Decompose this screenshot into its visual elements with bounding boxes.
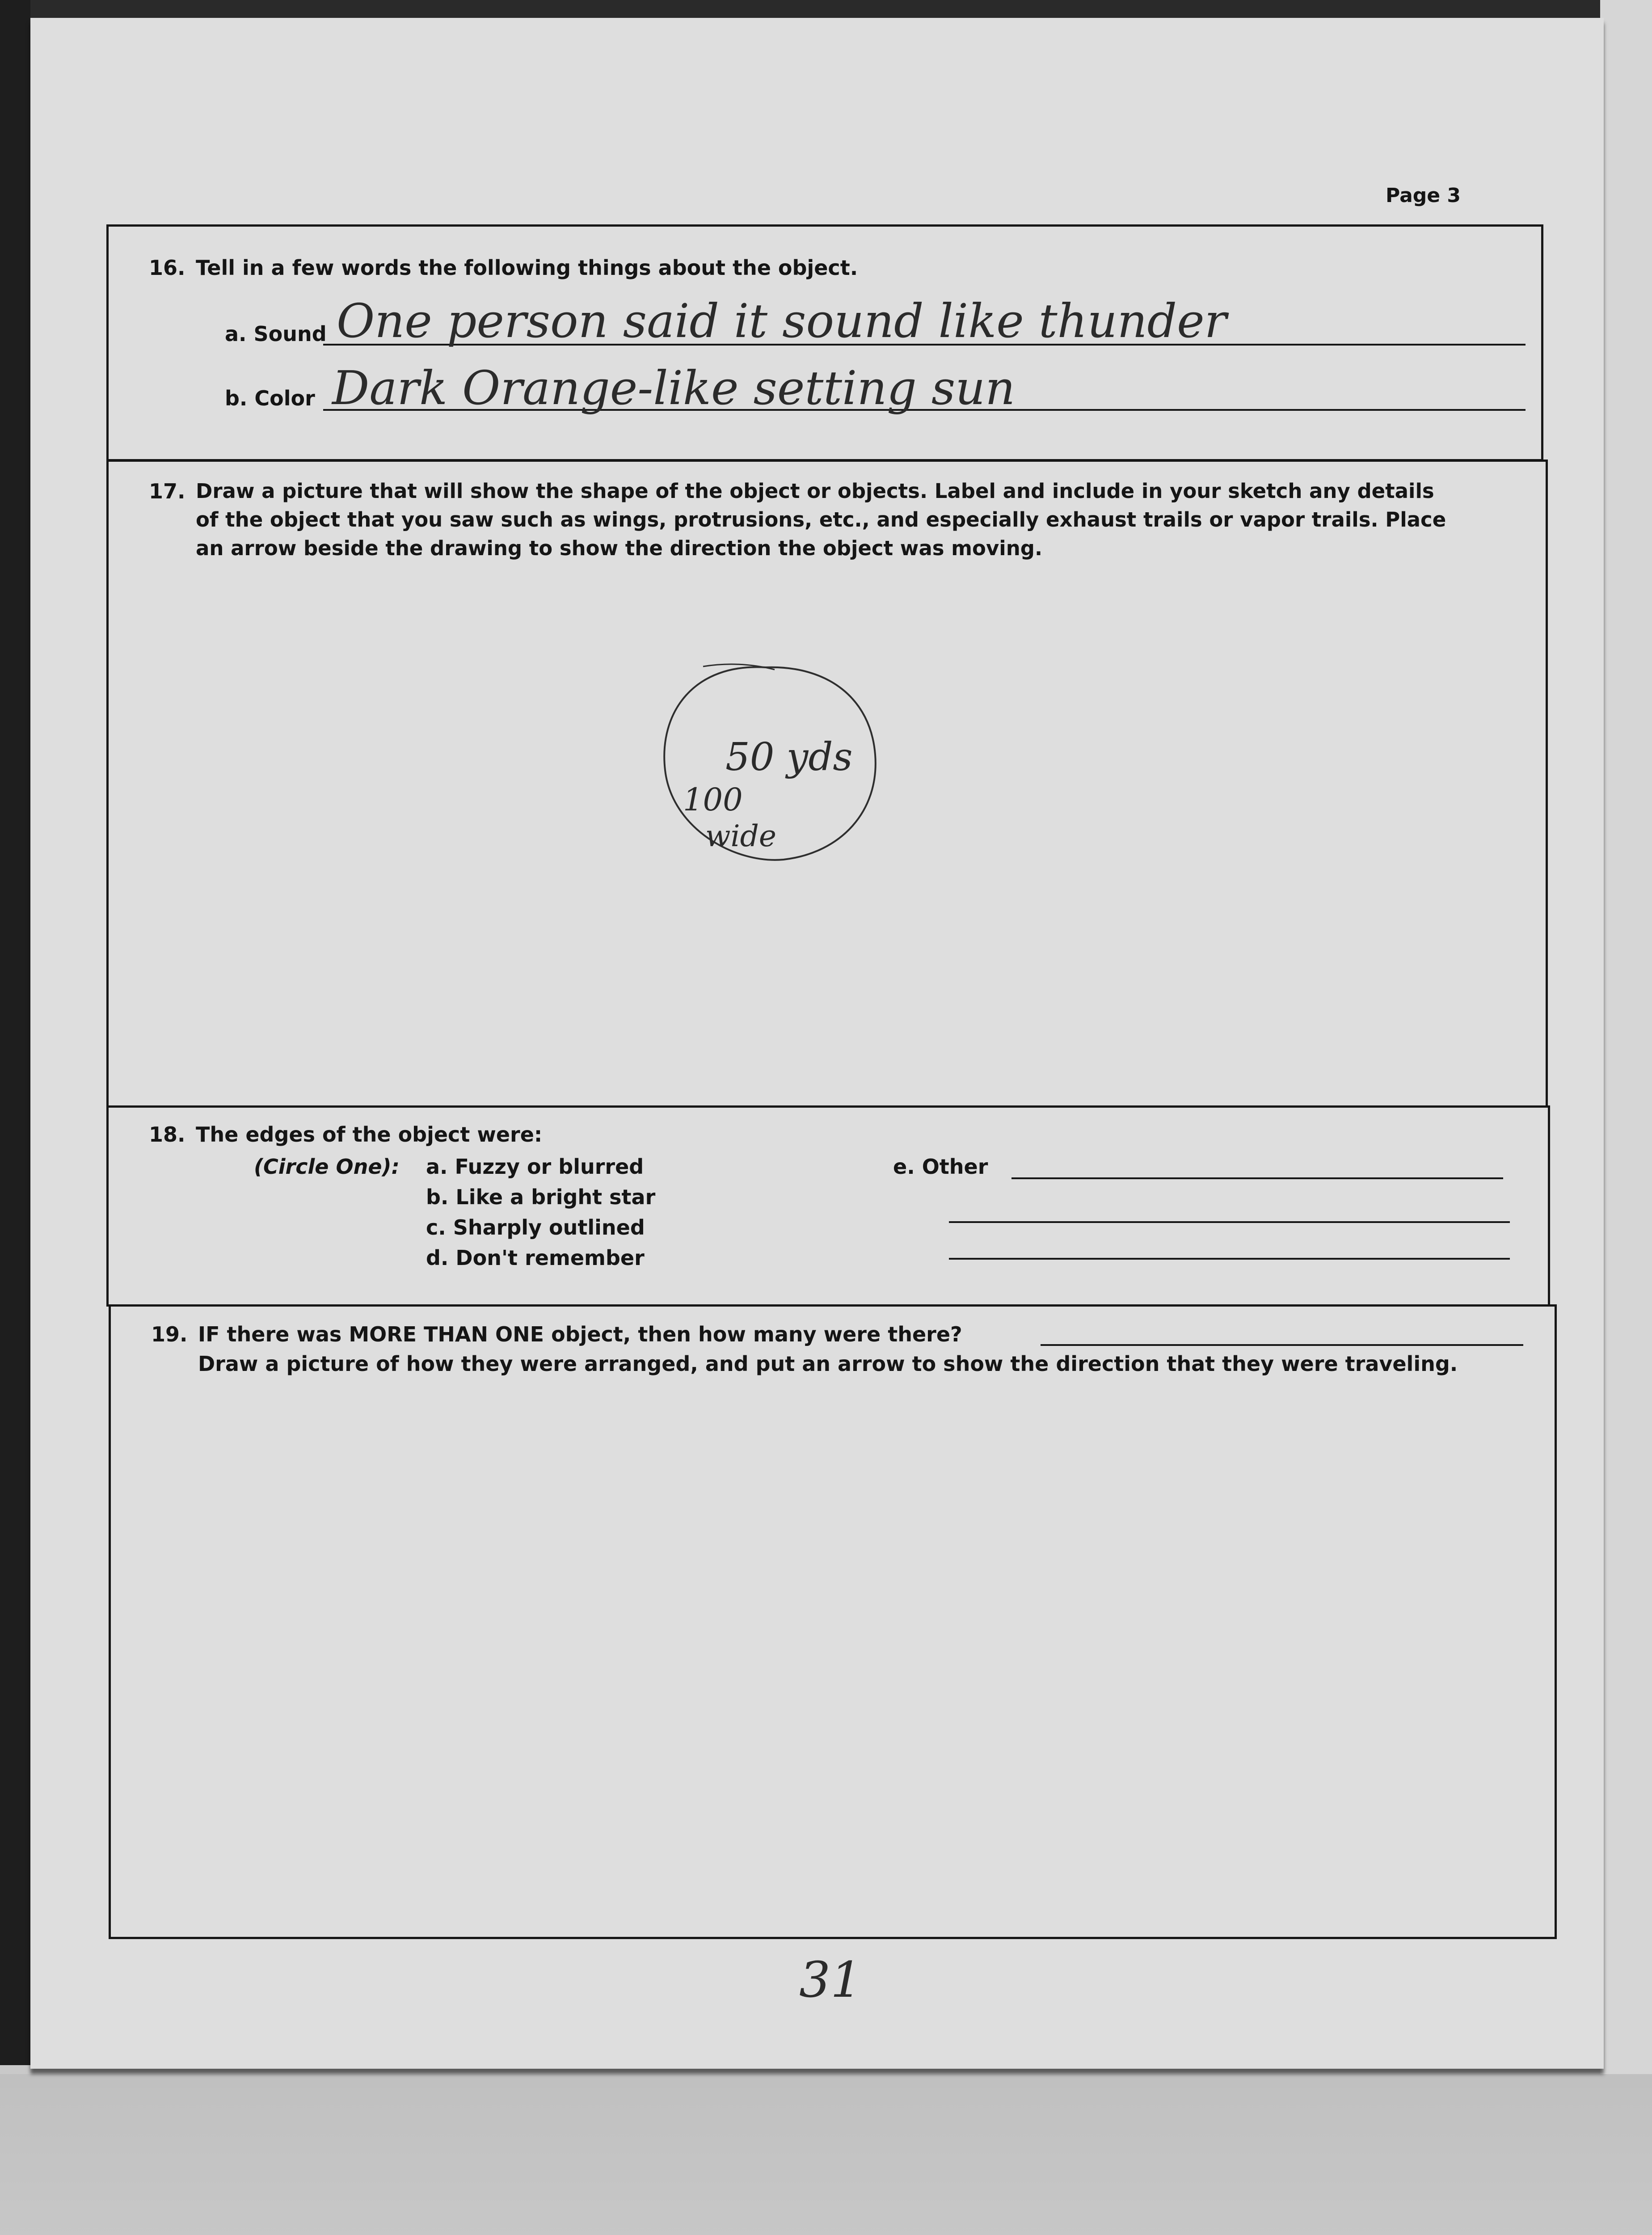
q18-option-b[interactable]: b. Like a bright star [426,1185,656,1209]
q18-option-d[interactable]: d. Don't remember [426,1246,645,1270]
q19-count-line[interactable] [1041,1344,1523,1346]
question-17-box [106,460,1548,1108]
q18-number: 18. [149,1122,185,1147]
q18-option-e-label: e. Other [893,1155,988,1179]
object-sketch [632,649,900,882]
scan-left-edge [0,0,30,2065]
q18-other-line-1[interactable] [1011,1177,1503,1179]
sketch-note-wide: wide [705,819,776,853]
question-16-box [106,224,1543,461]
q19-number: 19. [151,1322,188,1346]
q16-sound-label: a. Sound [225,322,327,346]
question-18-box [106,1105,1550,1307]
scan-background [0,2074,1652,2235]
q18-other-line-2[interactable] [949,1221,1510,1223]
q18-other-line-3[interactable] [949,1258,1510,1260]
q19-prompt-line2: Draw a picture of how they were arranged, and put an arrow to show the direction that they were traveling. [198,1352,1458,1376]
question-19-box [109,1304,1557,1939]
handwritten-page-number: 31 [799,1951,862,2008]
q16-prompt: Tell in a few words the following things about the object. [196,256,858,280]
q17-prompt-line2: of the object that you saw such as wings, protrusions, etc., and especially exhaust trails or vapor trails. Place [196,508,1446,531]
page-label: Page 3 [1386,184,1461,207]
q16-number: 16. [149,256,185,280]
q19-prompt-line1: IF there was MORE THAN ONE object, then how many were there? [198,1322,962,1346]
q16-color-answer[interactable]: Dark Orange-like setting sun [332,361,1016,415]
q17-number: 17. [149,479,185,503]
q18-instruction: (Circle One): [254,1155,400,1179]
q17-prompt-line3: an arrow beside the drawing to show the direction the object was moving. [196,536,1043,560]
q17-prompt-line1: Draw a picture that will show the shape of the object or objects. Label and include in your sketch any details [196,479,1434,503]
q18-option-a[interactable]: a. Fuzzy or blurred [426,1155,644,1179]
q16-color-label: b. Color [225,386,315,410]
q16-sound-answer[interactable]: One person said it sound like thunder [337,294,1227,348]
form-page [30,18,1604,2069]
scan-right-edge [1600,0,1652,2074]
sketch-note-size: 50 yds [725,735,853,780]
sketch-note-number: 100 [683,781,743,818]
q18-prompt: The edges of the object were: [196,1122,543,1147]
q18-option-c[interactable]: c. Sharply outlined [426,1215,645,1240]
